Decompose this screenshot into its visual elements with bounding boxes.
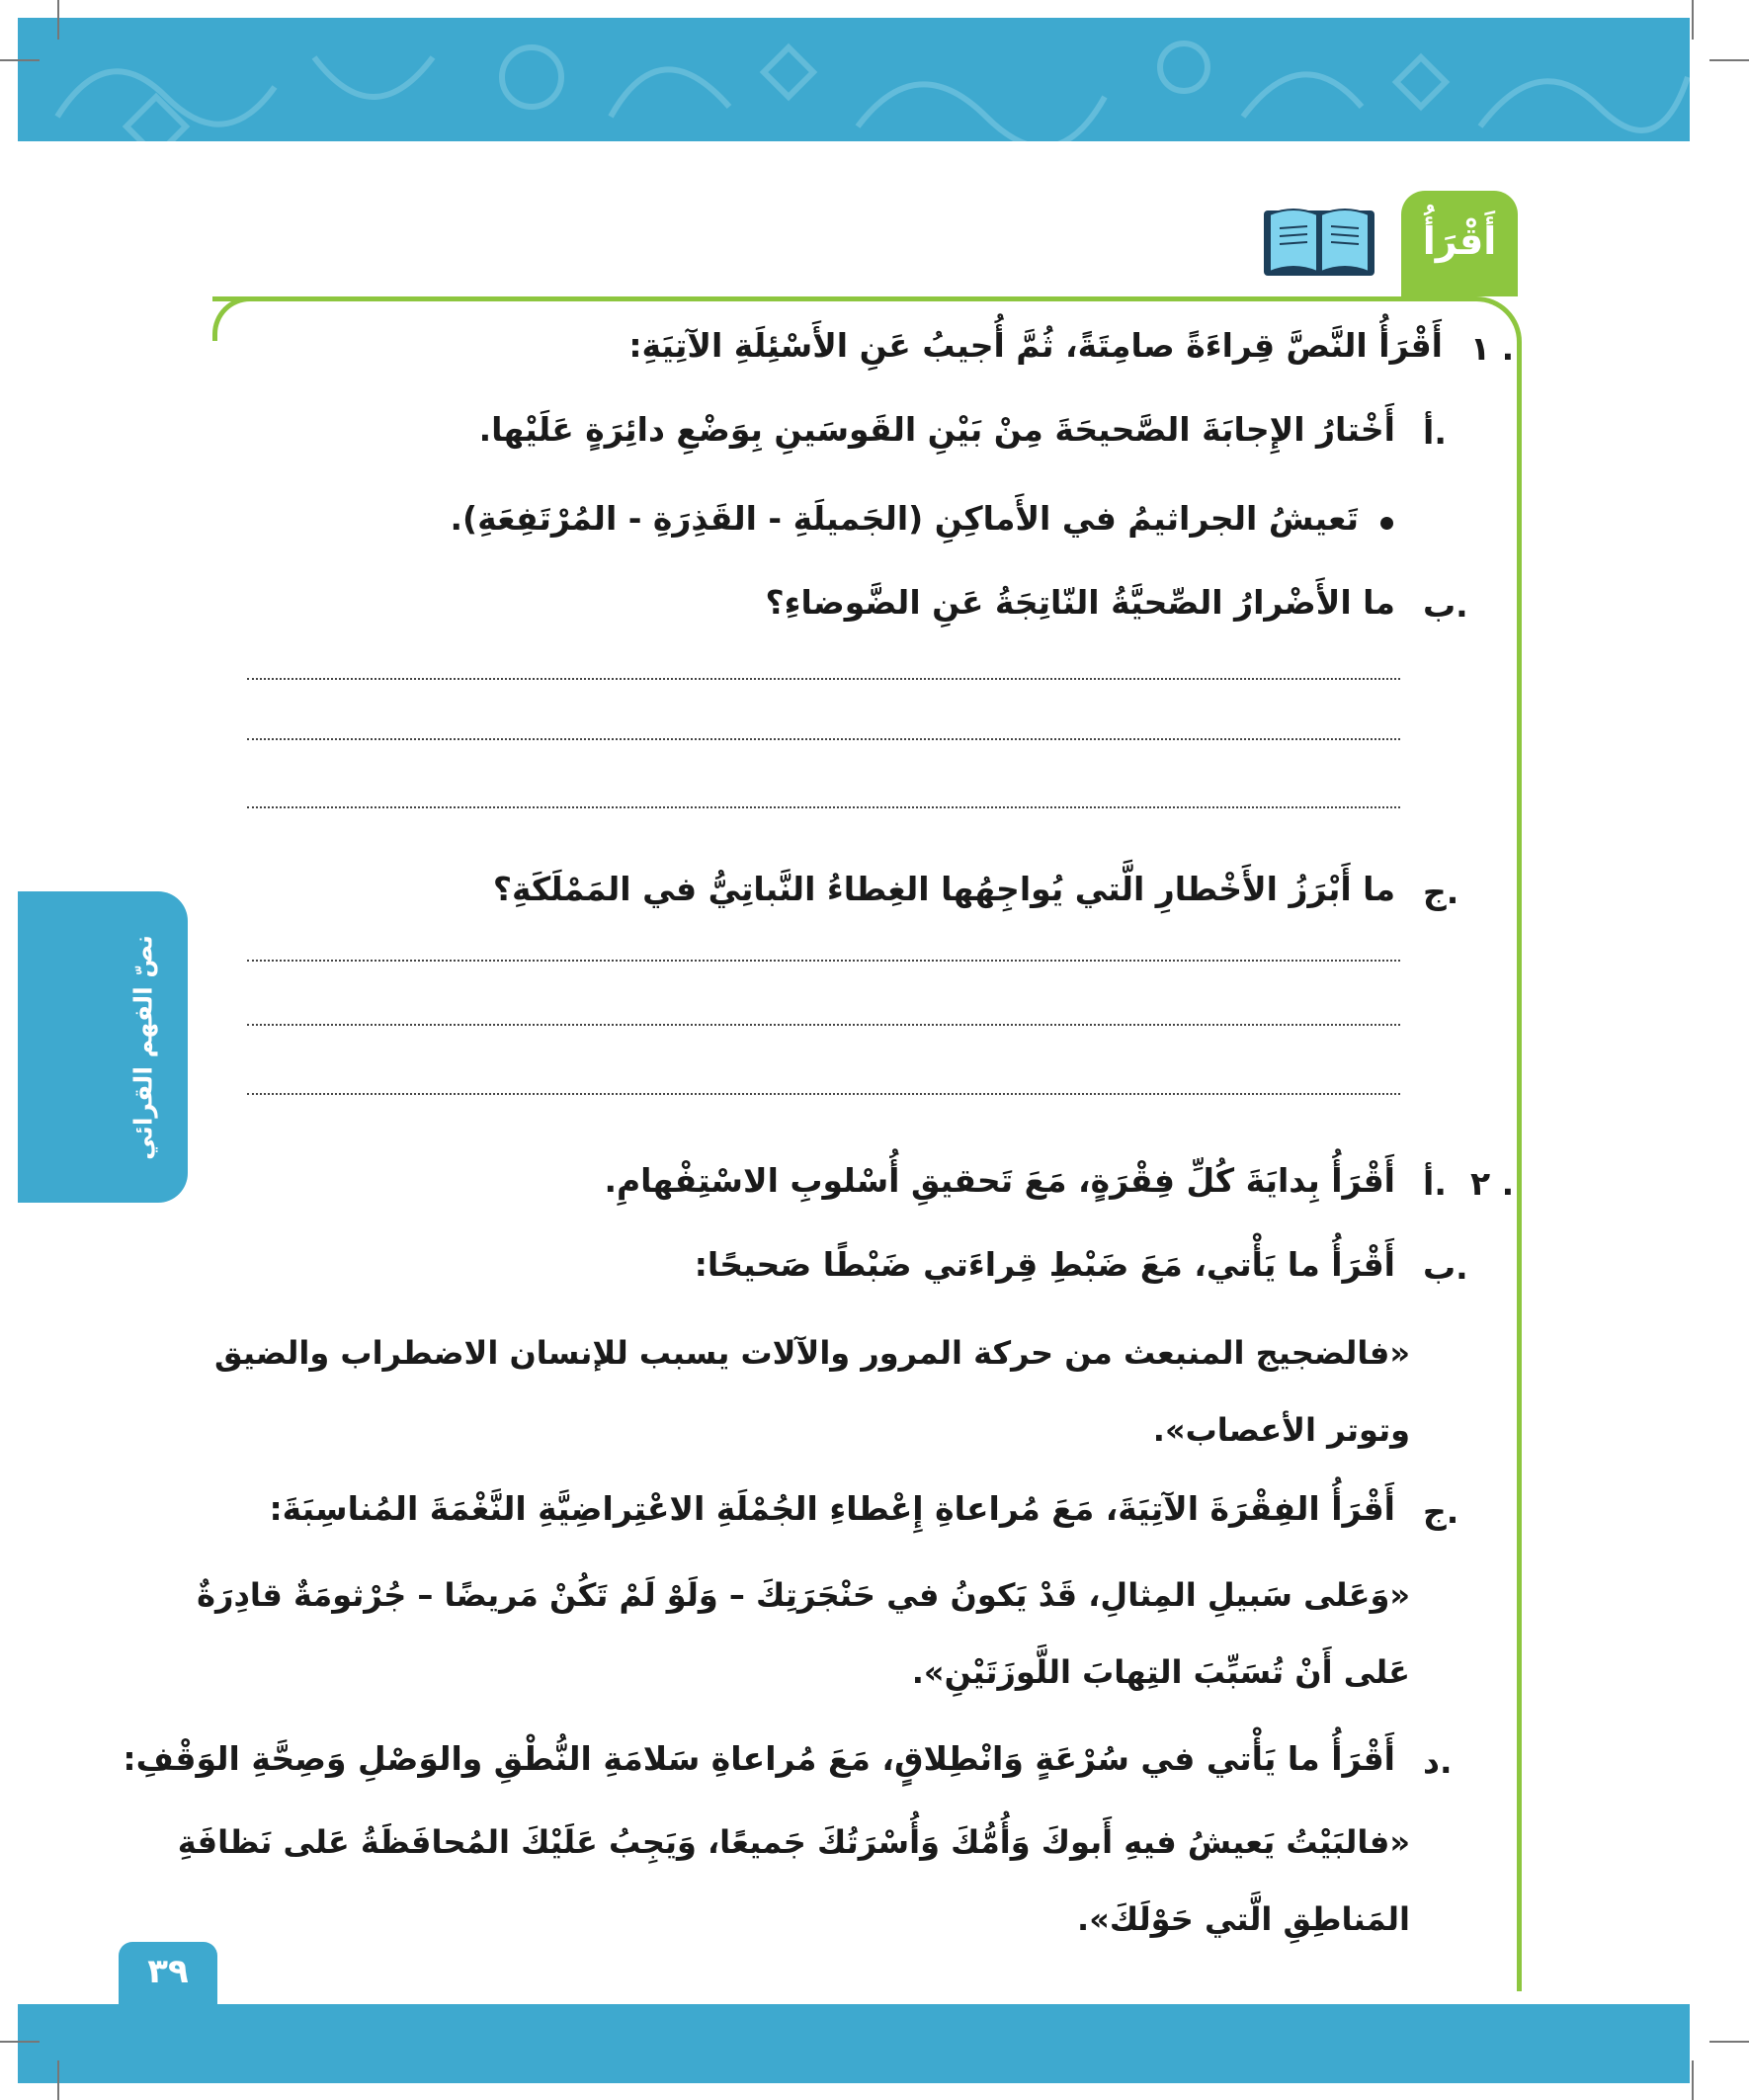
item-2c-label: ج.: [1423, 1492, 1459, 1531]
item-1b-label: ب.: [1423, 586, 1468, 625]
crop-mark: [1709, 2041, 1749, 2043]
item-1a-label: أ.: [1423, 413, 1447, 452]
answer-line[interactable]: [247, 1093, 1400, 1095]
answer-line[interactable]: [247, 678, 1400, 680]
answer-line[interactable]: [247, 960, 1400, 962]
item-1a-text: أَخْتارُ الإِجابَةَ الصَّحيحَةَ مِنْ بَيْنِ القَوسَينِ بِوَضْعِ دائِرَةٍ عَلَيْها.: [478, 410, 1395, 449]
side-tab: [18, 891, 188, 1203]
content-frame: [212, 296, 1522, 1991]
item-1b-text: ما الأَضْرارُ الصِّحيَّةُ النّاتِجَةُ عَنِ الضَّوضاءِ؟: [765, 583, 1395, 622]
item-2a-text: أَقْرَأُ بِدايَةَ كُلِّ فِقْرَةٍ، مَعَ تَحقيقِ أُسْلوبِ الاسْتِفْهامِ.: [604, 1161, 1395, 1200]
passage-2b-line-1: «فالضجيج المنبعث من حركة المرور والآلات يسبب للإنسان الاضطراب والضيق: [213, 1334, 1410, 1372]
answer-line[interactable]: [247, 1024, 1400, 1026]
item-2d-text: أَقْرَأُ ما يَأْتي في سُرْعَةٍ وَانْطِلاقٍ، مَعَ مُراعاةِ سَلامَةِ النُّطْقِ والوَصْلِ وَصِحَّةِ الوَقْفِ:: [123, 1739, 1395, 1778]
crop-mark: [57, 2060, 59, 2100]
page-number: ٣٩: [147, 1952, 189, 1991]
item-2c-text: أَقْرَأُ الفِقْرَةَ الآتِيَةَ، مَعَ مُراعاةِ إِعْطاءِ الجُمْلَةِ الاعْتِراضِيَّةِ النَّغْمَةَ المُناسِبَةَ:: [269, 1489, 1395, 1528]
crop-mark: [0, 59, 40, 61]
passage-2c-line-1: «وَعَلى سَبيلِ المِثالِ، قَدْ يَكونُ في حَنْجَرَتِكَ – وَلَوْ لَمْ تَكُنْ مَريضًا – جُرْثومَةٌ قادِرَةٌ: [197, 1576, 1410, 1614]
passage-2d-line-2: المَناطِقِ الَّتي حَوْلَكَ».: [1077, 1900, 1410, 1938]
item-1a-bullet: تَعيشُ الجراثيمُ في الأَماكِنِ (الجَميلَةِ - القَذِرَةِ - المُرْتَفِعَةِ).: [450, 499, 1359, 538]
crop-mark: [1709, 59, 1749, 61]
answer-line[interactable]: [247, 738, 1400, 740]
item-2a-label: أ.: [1423, 1164, 1447, 1203]
crop-mark: [57, 0, 59, 40]
crop-mark: [1692, 0, 1694, 40]
question-number-2: ٢ .: [1470, 1164, 1515, 1203]
side-tab-label: نصّ الفهم القرائي: [128, 935, 158, 1160]
passage-2b-line-2: وتوتر الأعصاب».: [1152, 1411, 1410, 1449]
calligraphy-pattern-icon: [18, 18, 1690, 141]
item-2d-label: د.: [1423, 1742, 1453, 1781]
footer-band: [18, 2004, 1690, 2083]
item-1c-label: ج.: [1423, 873, 1459, 911]
question-1-title: أَقْرَأُ النَّصَّ قِراءَةً صامِتَةً، ثُمَّ أُجيبُ عَنِ الأَسْئِلَةِ الآتِيَةِ:: [628, 326, 1443, 365]
item-1c-text: ما أَبْرَزُ الأَخْطارِ الَّتي يُواجِهُها الغِطاءُ النَّباتِيُّ في المَمْلَكَةِ؟: [492, 870, 1395, 908]
question-number-1: ١ .: [1470, 329, 1515, 368]
item-2b-text: أَقْرَأُ ما يَأْتي، مَعَ ضَبْطِ قِراءَتي ضَبْطًا صَحيحًا:: [694, 1245, 1395, 1284]
item-2b-label: ب.: [1423, 1248, 1468, 1287]
open-book-icon: [1262, 203, 1376, 280]
crop-mark: [0, 2041, 40, 2043]
answer-line[interactable]: [247, 806, 1400, 808]
read-section-label: أَقْرَأُ: [1422, 219, 1497, 263]
header-band: [18, 18, 1690, 141]
passage-2c-line-2: عَلى أَنْ تُسَبِّبَ التِهابَ اللَّوزَتَيْنِ».: [911, 1653, 1410, 1691]
passage-2d-line-1: «فالبَيْتُ يَعيشُ فيهِ أَبوكَ وَأُمُّكَ وَأُسْرَتُكَ جَميعًا، وَيَجِبُ عَلَيْكَ المُحافَظَةُ عَلى نَظافَةِ: [177, 1823, 1410, 1861]
crop-mark: [1692, 2060, 1694, 2100]
